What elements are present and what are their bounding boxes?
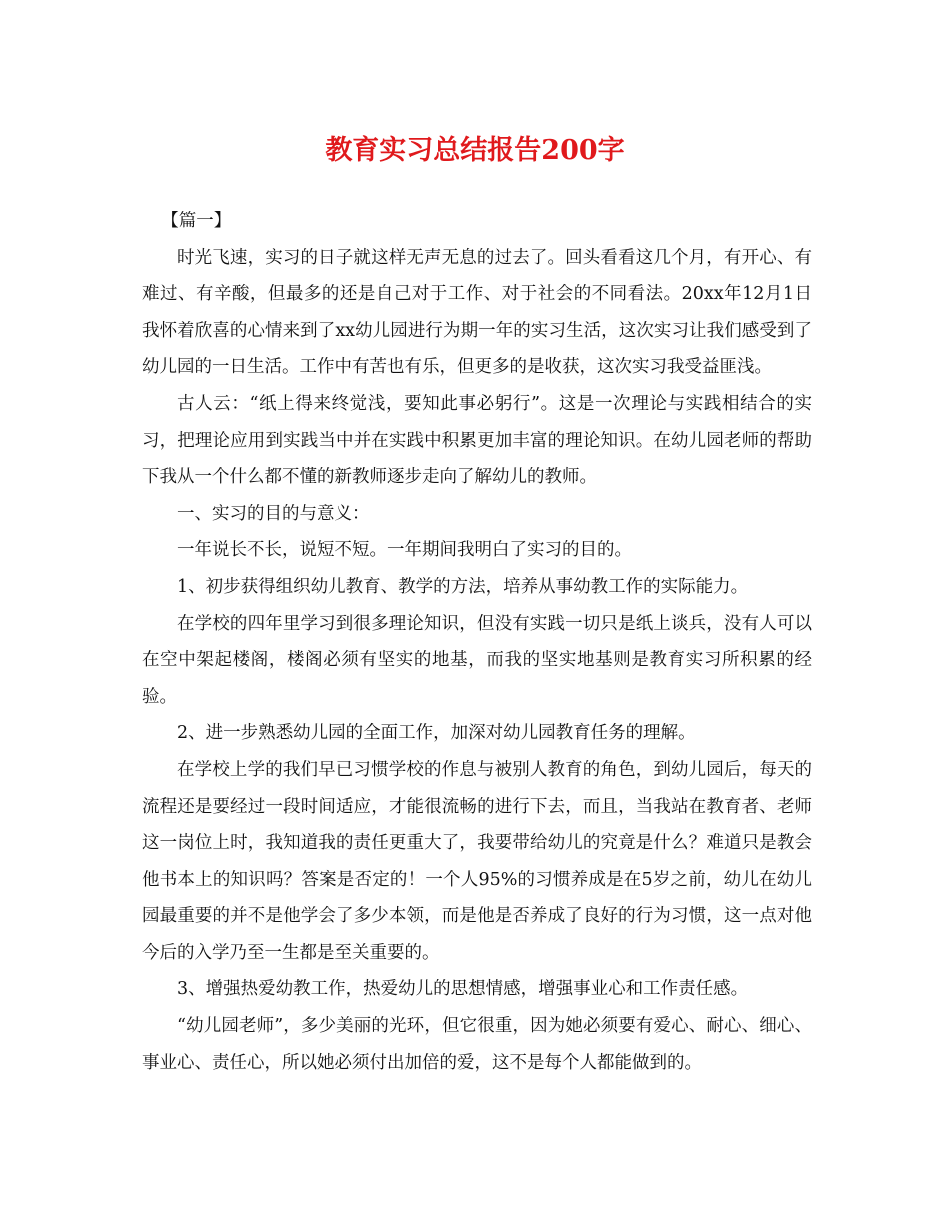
- paragraph-quote: 古人云：“纸上得来终觉浅，要知此事必躬行”。这是一次理论与实践相结合的实习，把理论应用到实践当中并在实践中积累更加丰富的理论知识。在幼儿园老师的帮助下我从一个什么都不懂的新教师逐步走向了解幼儿的教师。: [142, 393, 812, 488]
- heading-purpose: 一、实习的目的与意义：: [177, 503, 370, 524]
- document-body: [142, 203, 812, 1081]
- section-label: 【篇一】: [161, 211, 232, 231]
- point-1: 1、初步获得组织幼儿教育、教学的方法，培养从事幼教工作的实际能力。: [177, 576, 749, 597]
- paragraph-purpose-summary: 一年说长不长，说短不短。一年期间我明白了实习的目的。: [177, 540, 632, 561]
- paragraph-point-1: 在学校的四年里学习到很多理论知识，但没有实践一切只是纸上谈兵，没有人可以在空中架起楼阁，楼阁必须有坚实的地基，而我的坚实地基则是教育实习所积累的经验。: [142, 613, 812, 707]
- paragraph-point-3: “幼儿园老师”，多少美丽的光环，但它很重，因为她必须要有爱心、耐心、细心、事业心、责任心，所以她必须付出加倍的爱，这不是每个人都能做到的。: [142, 1016, 812, 1073]
- paragraph-point-2: 在学校上学的我们早已习惯学校的作息与被别人教育的角色，到幼儿园后，每天的流程还是要经过一段时间适应，才能很流畅的进行下去，而且，当我站在教育者、老师这一岗位上时，我知道我的责任更重大了，我要带给幼儿的究竟是什么？难道只是教会他书本上的知识吗？答案是否定的！一个人95%的习惯养成是在5岁之前，幼儿在幼儿园最重要的并不是他学会了多少本领，而是他是否养成了良好的行为习惯，这一点对他今后的入学乃至一生都是至关重要的。: [142, 759, 812, 963]
- paragraph-intro: 时光飞速，实习的日子就这样无声无息的过去了。回头看看这几个月，有开心、有难过、有辛酸，但最多的还是自己对于工作、对于社会的不同看法。20xx年12月1日我怀着欣喜的心情来到了xx幼儿园进行为期一年的实习生活，这次实习让我们感受到了幼儿园的一日生活。工作中有苦也有乐，但更多的是收获，这次实习我受益匪浅。: [142, 247, 812, 378]
- point-2: 2、进一步熟悉幼儿园的全面工作，加深对幼儿园教育任务的理解。: [177, 723, 696, 744]
- point-3: 3、增强热爱幼教工作，热爱幼儿的思想情感，增强事业心和工作责任感。: [177, 979, 749, 1000]
- document-title: 教育实习总结报告200字: [325, 135, 625, 166]
